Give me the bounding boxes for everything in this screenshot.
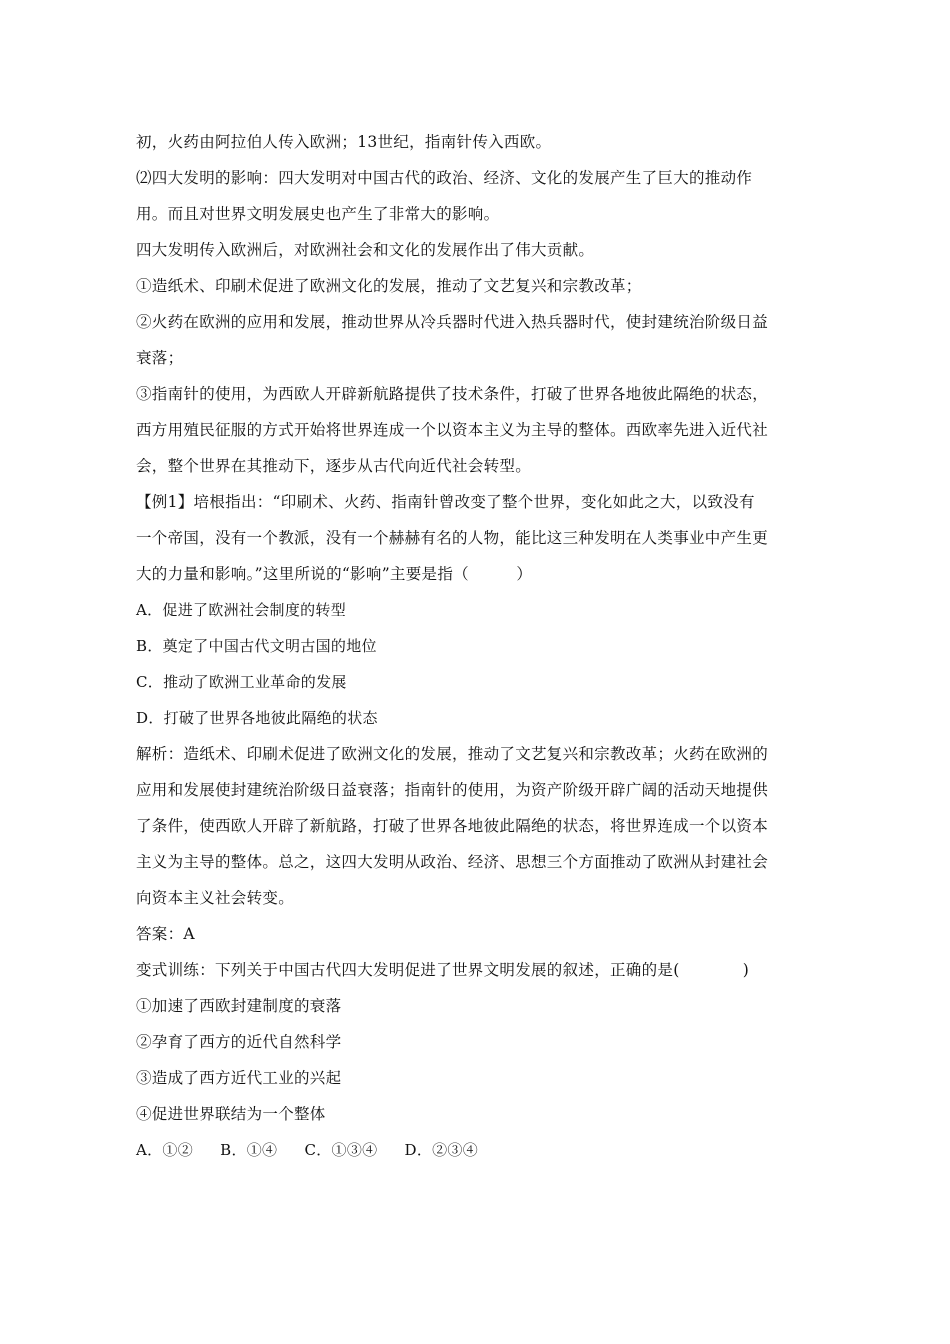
choice-a: A．促进了欧洲社会制度的转型: [136, 601, 347, 619]
exercise-options: [136, 1132, 816, 1168]
option-d: D．②③④: [404, 1141, 479, 1159]
exercise-item: ①加速了西欧封建制度的衰落: [136, 997, 342, 1015]
text-line: ⑵四大发明的影响：四大发明对中国古代的政治、经济、文化的发展产生了巨大的推动作: [136, 169, 753, 187]
choice-d: D．打破了世界各地彼此隔绝的状态: [136, 709, 378, 727]
analysis-text: 解析：造纸术、印刷术促进了欧洲文化的发展，推动了文艺复兴和宗教改革；火药在欧洲的: [136, 745, 769, 763]
text-line: 衰落；: [136, 349, 184, 367]
text-line: ②火药在欧洲的应用和发展，推动世界从冷兵器时代进入热兵器时代，使封建统治阶级日益: [136, 313, 769, 331]
text-line: 四大发明传入欧洲后，对欧洲社会和文化的发展作出了伟大贡献。: [136, 241, 595, 259]
text-line: 初，火药由阿拉伯人传入欧洲；13世纪，指南针传入西欧。: [136, 133, 552, 151]
analysis-text: 了条件，使西欧人开辟了新航路，打破了世界各地彼此隔绝的状态，将世界连成一个以资本: [136, 817, 769, 835]
exercise-item: ②孕育了西方的近代自然科学: [136, 1033, 342, 1051]
option-a: A．①②: [136, 1141, 194, 1159]
choice-c: C．推动了欧洲工业革命的发展: [136, 673, 347, 691]
document-page: [136, 124, 816, 1168]
text-line: 西方用殖民征服的方式开始将世界连成一个以资本主义为主导的整体。西欧率先进入近代社: [136, 421, 769, 439]
analysis-text: 主义为主导的整体。总之，这四大发明从政治、经济、思想三个方面推动了欧洲从封建社会: [136, 853, 769, 871]
analysis-text: 向资本主义社会转变。: [136, 889, 295, 907]
text-line: 一个帝国，没有一个教派，没有一个赫赫有名的人物，能比这三种发明在人类事业中产生更: [136, 529, 769, 547]
choice-b: B．奠定了中国古代文明古国的地位: [136, 637, 377, 655]
text-line: ①造纸术、印刷术促进了欧洲文化的发展，推动了文艺复兴和宗教改革；: [136, 277, 642, 295]
exercise-item: ④促进世界联结为一个整体: [136, 1105, 326, 1123]
analysis-text: 应用和发展使封建统治阶级日益衰落；指南针的使用，为资产阶级开辟广阔的活动天地提供: [136, 781, 769, 799]
example-heading: 【例1】培根指出：“印刷术、火药、指南针曾改变了整个世界，变化如此之大，以致没有: [136, 493, 755, 511]
exercise-item: ③造成了西方近代工业的兴起: [136, 1069, 342, 1087]
text-line: 会，整个世界在其推动下，逐步从古代向近代社会转型。: [136, 457, 532, 475]
exercise-stem: 变式训练：下列关于中国古代四大发明促进了世界文明发展的叙述，正确的是( ): [136, 961, 750, 979]
answer-text: 答案：A: [136, 925, 195, 943]
text-line: 用。而且对世界文明发展史也产生了非常大的影响。: [136, 205, 500, 223]
option-b: B．①④: [220, 1141, 278, 1159]
question-stem: 大的力量和影响。”这里所说的“影响”主要是指（ ）: [136, 565, 533, 583]
text-line: ③指南针的使用，为西欧人开辟新航路提供了技术条件，打破了世界各地彼此隔绝的状态，: [136, 385, 769, 403]
option-c: C．①③④: [304, 1141, 378, 1159]
